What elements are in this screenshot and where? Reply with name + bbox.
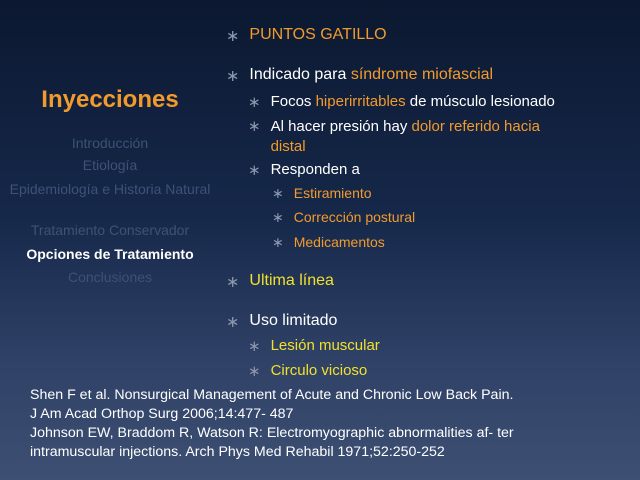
nav-item-tratamiento-conservador[interactable]: Tratamiento Conservador: [30, 222, 190, 238]
responden-item: Medicamentos: [293, 234, 385, 250]
indicado-highlight: síndrome miofascial: [350, 66, 494, 83]
bullet-lesion: [248, 337, 380, 355]
references: [30, 386, 635, 462]
bullet-uso: [226, 312, 337, 332]
responden-text: Responden a: [270, 161, 360, 178]
focos-highlight: hiperirritables: [315, 93, 406, 110]
reference-line: Johnson EW, Braddom R, Watson R: Electromyographic abnormalities af- ter: [30, 425, 514, 441]
nav-item-opciones-tratamiento[interactable]: Opciones de Tratamiento: [26, 246, 194, 262]
presion-highlight-2: distal: [270, 138, 306, 155]
asterisk-bullet-icon: ∗: [248, 118, 261, 135]
nav-item-introduccion[interactable]: Introducción: [71, 135, 149, 151]
asterisk-bullet-icon: ∗: [248, 338, 261, 355]
asterisk-bullet-icon: ∗: [226, 314, 240, 331]
responden-item: Estiramiento: [293, 185, 372, 201]
indicado-prefix: Indicado para: [249, 66, 351, 83]
bullet-medicamentos: [272, 234, 385, 251]
section-title: Inyecciones: [41, 86, 179, 113]
uso-item: Circulo vicioso: [270, 362, 368, 379]
bullet-focos: [248, 93, 555, 111]
asterisk-bullet-icon: ∗: [272, 185, 284, 201]
reference-line: Shen F et al. Nonsurgical Management of Acute and Chronic Low Back Pain.: [30, 387, 514, 403]
responden-item: Corrección postural: [293, 209, 416, 225]
nav-item-epidemiologia[interactable]: Epidemiología e Historia Natural: [9, 181, 211, 197]
nav-item-etiologia[interactable]: Etiología: [82, 157, 138, 173]
bullet-circulo: [248, 362, 367, 380]
nav-item-conclusiones[interactable]: Conclusiones: [67, 269, 153, 285]
focos-suffix: de músculo lesionado: [405, 93, 555, 110]
uso-item: Lesión muscular: [270, 337, 380, 354]
presion-prefix: Al hacer presión hay: [270, 118, 412, 135]
indicado-text: [249, 66, 493, 84]
focos-prefix: Focos: [270, 93, 316, 110]
asterisk-bullet-icon: ∗: [248, 363, 261, 380]
asterisk-bullet-icon: ∗: [272, 209, 284, 225]
asterisk-bullet-icon: ∗: [226, 28, 240, 45]
reference-line: intramuscular injections. Arch Phys Med Rehabil 1971;52:250-252: [30, 444, 445, 460]
heading-text: PUNTOS GATILLO: [249, 26, 387, 43]
bullet-ultima: [226, 272, 334, 292]
bullet-puntos-gatillo: [226, 26, 387, 46]
asterisk-bullet-icon: ∗: [248, 162, 261, 179]
asterisk-bullet-icon: ∗: [226, 274, 240, 291]
focos-text: [271, 93, 555, 110]
uso-text: Uso limitado: [249, 312, 338, 329]
ultima-text: Ultima línea: [249, 272, 334, 289]
section-nav: [0, 0, 220, 300]
bullet-estiramiento: [272, 185, 372, 202]
presion-highlight-1: dolor referido hacia: [411, 118, 540, 135]
bullet-indicado: [226, 66, 493, 86]
asterisk-bullet-icon: ∗: [226, 68, 240, 85]
asterisk-bullet-icon: ∗: [272, 234, 284, 250]
presion-text: [271, 117, 540, 157]
asterisk-bullet-icon: ∗: [248, 94, 261, 111]
reference-line: J Am Acad Orthop Surg 2006;14:477- 487: [30, 406, 294, 422]
bullet-responden: [248, 161, 360, 179]
bullet-presion: [248, 117, 608, 157]
bullet-correccion: [272, 209, 415, 226]
